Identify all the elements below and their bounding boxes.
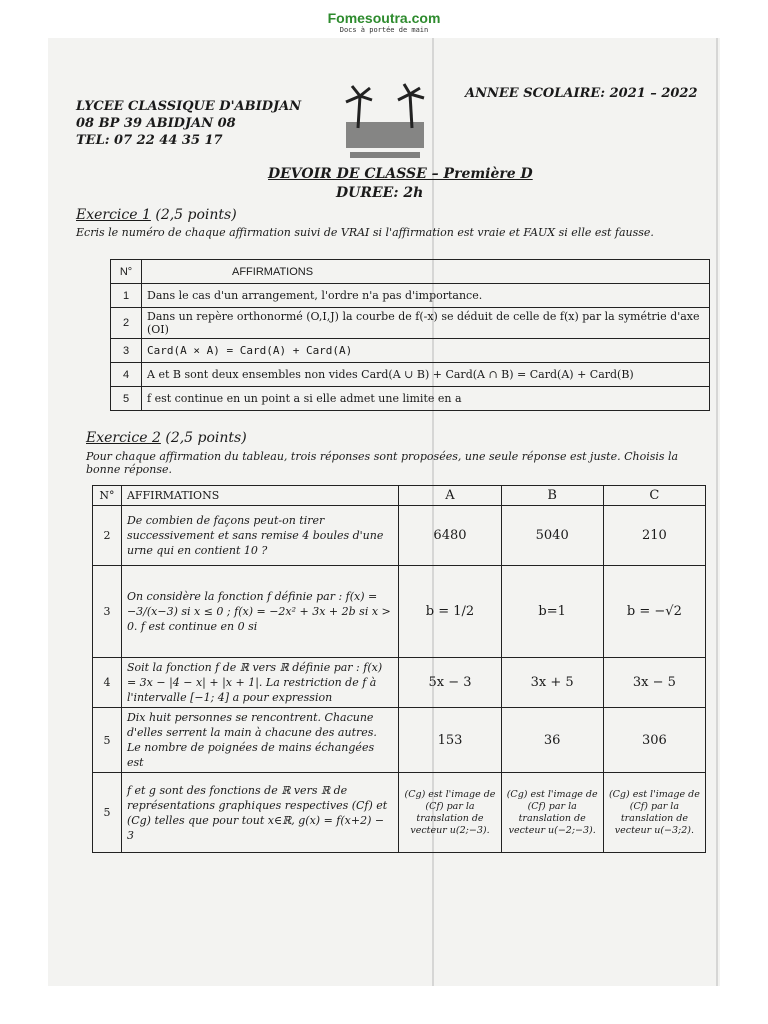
affirmation-text: f est continue en un point a si elle admet une limite en a: [142, 387, 710, 411]
answer-c: (Cg) est l'image de (Cf) par la translation de vecteur u(−3;2).: [603, 773, 705, 853]
exercise-2-title: Exercice 2: [86, 430, 161, 446]
watermark-brand: Fomesoutra.com: [327, 10, 441, 26]
affirmation-text: On considère la fonction f définie par : f(x) = −3/(x−3) si x ≤ 0 ; f(x) = −2x² + 3x + 2b si x > 0. f est continue en 0 si: [121, 566, 398, 658]
exercise-2-points: (2,5 points): [160, 430, 247, 446]
school-info: [76, 98, 301, 149]
table-row: [93, 658, 706, 708]
answer-a: (Cg) est l'image de (Cf) par la translation de vecteur u(2;−3).: [399, 773, 501, 853]
school-name: LYCEE CLASSIQUE D'ABIDJAN: [76, 99, 302, 114]
school-emblem-icon: [336, 78, 434, 162]
school-year: ANNEE SCOLAIRE: 2021 – 2022: [465, 86, 698, 101]
row-number: 2: [93, 506, 122, 566]
affirmation-text: A et B sont deux ensembles non vides Card(A ∪ B) + Card(A ∩ B) = Card(A) + Card(B): [142, 363, 710, 387]
school-address: 08 BP 39 ABIDJAN 08: [76, 116, 236, 131]
table-row: [111, 363, 710, 387]
watermark-logo: [320, 10, 448, 34]
table-row: [93, 773, 706, 853]
row-number: 2: [111, 308, 142, 339]
answer-a: 6480: [399, 506, 501, 566]
row-number: 3: [93, 566, 122, 658]
table-row: [111, 387, 710, 411]
affirmation-text: De combien de façons peut-on tirer successivement et sans remise 4 boules d'une urne qui en contient 10 ?: [121, 506, 398, 566]
exercise-1-title: Exercice 1: [76, 207, 151, 223]
exercise-1-instruction: Ecris le numéro de chaque affirmation suivi de VRAI si l'affirmation est vraie et FAUX si elle est fausse.: [76, 226, 654, 239]
affirmation-text: Dix huit personnes se rencontrent. Chacune d'elles serrent la main à chacune des autres. Le nombre de poignées de mains échangées est: [121, 708, 398, 773]
exam-duration: DUREE: 2h: [336, 185, 424, 201]
affirmation-text: Soit la fonction f de ℝ vers ℝ définie par : f(x) = 3x − |4 − x| + |x + 1|. La restriction de f à l'intervalle [−1; 4] a pour expression: [121, 658, 398, 708]
answer-b: (Cg) est l'image de (Cf) par la translation de vecteur u(−2;−3).: [501, 773, 603, 853]
row-number: 5: [93, 773, 122, 853]
answer-b: 36: [501, 708, 603, 773]
row-number: 4: [111, 363, 142, 387]
column-header-a: A: [399, 486, 501, 506]
watermark-tagline: Docs à portée de main: [339, 26, 429, 34]
answer-b: 3x + 5: [501, 658, 603, 708]
column-header-number: N°: [93, 486, 122, 506]
table-row: [93, 506, 706, 566]
answer-c: b = −√2: [603, 566, 705, 658]
row-number: 3: [111, 339, 142, 363]
column-header-c: C: [603, 486, 705, 506]
table-row: [111, 339, 710, 363]
answer-a: 153: [399, 708, 501, 773]
exercise-2-heading: [86, 430, 247, 446]
exercise-1-table: [110, 259, 710, 411]
affirmation-text: Card(A × A) = Card(A) + Card(A): [142, 339, 710, 363]
answer-c: 210: [603, 506, 705, 566]
row-number: 4: [93, 658, 122, 708]
column-header-affirmations: AFFIRMATIONS: [121, 486, 398, 506]
answer-b: 5040: [501, 506, 603, 566]
exercise-1-heading: [76, 207, 237, 223]
answer-c: 3x − 5: [603, 658, 705, 708]
column-header-affirmations: AFFIRMATIONS: [142, 260, 710, 284]
affirmation-text: f et g sont des fonctions de ℝ vers ℝ de représentations graphiques respectives (Cf) et (Cg) telles que pour tout x∈ℝ, g(x) = f(x+2) − 3: [121, 773, 398, 853]
scan-artifact-line: [716, 38, 718, 986]
exercise-2-table: [92, 485, 706, 853]
table-row: [111, 308, 710, 339]
table-row: [111, 284, 710, 308]
table-header-row: [111, 260, 710, 284]
row-number: 5: [93, 708, 122, 773]
row-number: 1: [111, 284, 142, 308]
answer-a: 5x − 3: [399, 658, 501, 708]
answer-b: b=1: [501, 566, 603, 658]
column-header-b: B: [501, 486, 603, 506]
affirmation-text: Dans le cas d'un arrangement, l'ordre n'a pas d'importance.: [142, 284, 710, 308]
column-header-number: N°: [111, 260, 142, 284]
exam-title: DEVOIR DE CLASSE – Première D: [268, 166, 533, 182]
answer-a: b = 1/2: [399, 566, 501, 658]
answer-c: 306: [603, 708, 705, 773]
school-phone: TEL: 07 22 44 35 17: [76, 133, 223, 148]
exercise-1-points: (2,5 points): [150, 207, 237, 223]
exercise-2-instruction: Pour chaque affirmation du tableau, trois réponses sont proposées, une seule réponse est juste. Choisis la bonne réponse.: [86, 450, 679, 476]
affirmation-text: Dans un repère orthonormé (O,I,J) la courbe de f(-x) se déduit de celle de f(x) par la symétrie d'axe (OI): [142, 308, 710, 339]
row-number: 5: [111, 387, 142, 411]
table-row: [93, 708, 706, 773]
table-row: [93, 566, 706, 658]
table-header-row: [93, 486, 706, 506]
